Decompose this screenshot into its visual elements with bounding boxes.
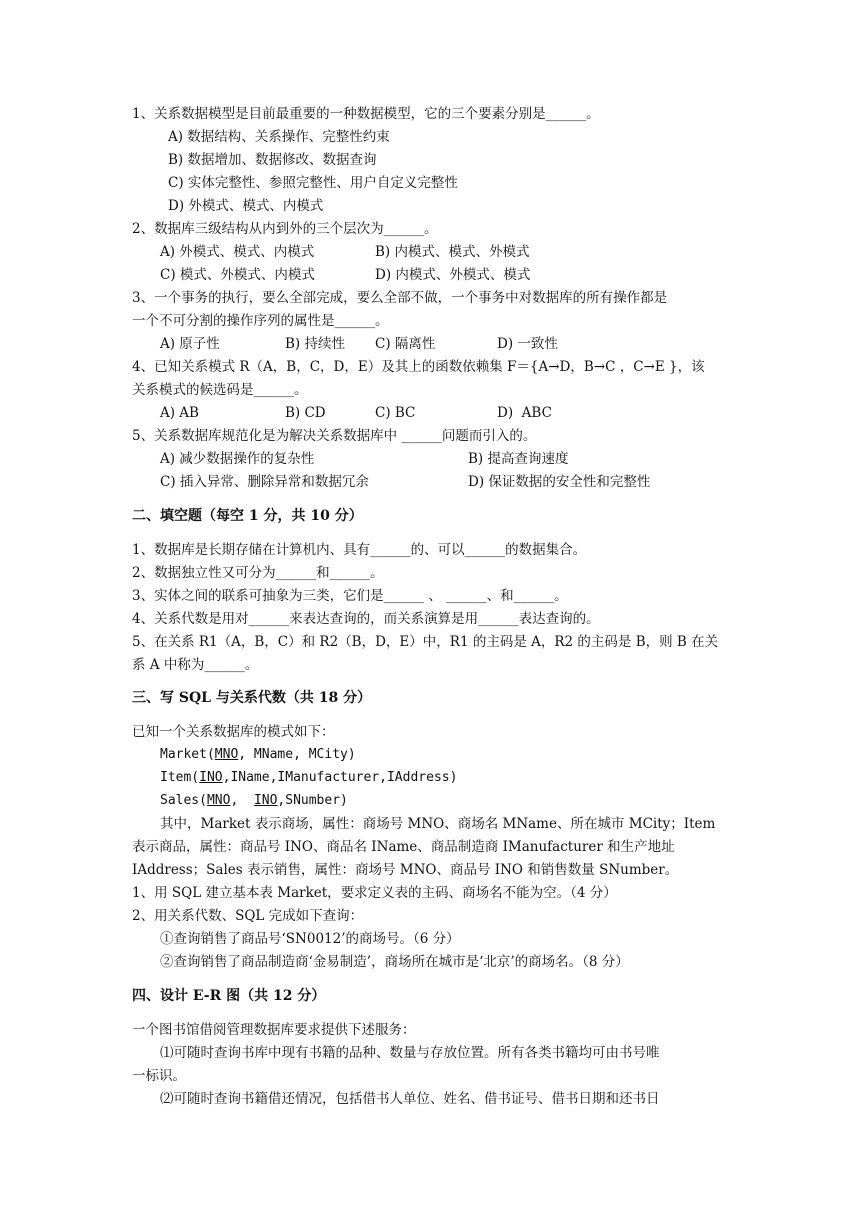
q5-option-a: A) 减少数据操作的复杂性: [160, 451, 315, 467]
q4-stem-line2: 关系模式的候选码是______。: [132, 382, 308, 398]
q3-stem-line2: 一个不可分割的操作序列的属性是______。: [132, 313, 389, 329]
sql-task-2: 2、用关系代数、SQL 完成如下查询：: [132, 908, 364, 924]
q1-option-c: C) 实体完整性、参照完整性、用户自定义完整性: [168, 175, 458, 191]
schema-desc-line2: 表示商品，属性：商品号 INO、商品名 IName、商品制造商 IManufacturer 和生产地址: [132, 839, 675, 855]
q1-stem: 1、关系数据模型是目前最重要的一种数据模型，它的三个要素分别是______。: [132, 106, 600, 122]
q2-option-a: A) 外模式、模式、内模式: [160, 244, 315, 260]
schema-market: Market(MNO, MName, MCity): [160, 747, 356, 762]
schema-desc-line3: IAddress；Sales 表示销售，属性：商场号 MNO、商品号 INO 和销售数量 SNumber。: [132, 862, 679, 878]
q3-option-b: B) 持续性: [285, 336, 345, 352]
q1-option-d: D) 外模式、模式、内模式: [168, 198, 324, 214]
q3-stem-line1: 3、一个事务的执行，要么全部完成，要么全部不做，一个事务中对数据库的所有操作都是: [132, 290, 668, 306]
q4-option-c: C) BC: [375, 405, 416, 421]
q5-option-c: C) 插入异常、删除异常和数据冗余: [160, 474, 369, 490]
q5-option-b: B) 提高查询速度: [468, 451, 569, 467]
sql-task-2a: ①查询销售了商品号‘SN0012’的商场号。（6 分）: [160, 931, 460, 947]
q2-option-b: B) 内模式、模式、外模式: [375, 244, 530, 260]
section4-title: 四、设计 E-R 图（共 12 分）: [132, 988, 326, 1004]
market-primary-key: MNO: [214, 747, 239, 762]
er-requirement-1-line2: 一标识。: [132, 1068, 186, 1084]
sales-key-ino: INO: [253, 793, 278, 808]
schema-sales: Sales(MNO, INO,SNumber): [160, 793, 348, 808]
fill-blank-5-line2: 系 A 中称为______。: [132, 657, 259, 673]
fill-blank-5-line1: 5、在关系 R1（A，B，C）和 R2（B，D，E）中，R1 的主码是 A，R2 的主码是 B，则 B 在关: [132, 634, 719, 650]
q1-option-a: A) 数据结构、关系操作、完整性约束: [168, 129, 390, 145]
sales-key-mno: MNO: [206, 793, 231, 808]
q4-option-a: A) AB: [160, 405, 199, 421]
q3-option-a: A) 原子性: [160, 336, 220, 352]
q2-stem: 2、数据库三级结构从内到外的三个层次为______。: [132, 221, 438, 237]
q3-option-d: D) 一致性: [497, 336, 558, 352]
fill-blank-3: 3、实体之间的联系可抽象为三类，它们是______ 、 ______、和______。: [132, 588, 568, 604]
schema-intro: 已知一个关系数据库的模式如下：: [132, 724, 335, 740]
er-intro: 一个图书馆借阅管理数据库要求提供下述服务：: [132, 1022, 416, 1038]
fill-blank-2: 2、数据独立性又可分为______和______。: [132, 565, 384, 581]
q4-stem-line1: 4、已知关系模式 R（A，B，C，D，E）及其上的函数依赖集 F＝{A→D，B→C ，C→E }，该: [132, 359, 705, 375]
item-primary-key: INO: [199, 770, 223, 785]
q4-option-b: B) CD: [285, 405, 326, 421]
q2-option-d: D) 内模式、外模式、模式: [375, 267, 531, 283]
er-requirement-1-line1: ⑴可随时查询书库中现有书籍的品种、数量与存放位置。所有各类书籍均可由书号唯: [160, 1045, 660, 1061]
q4-option-d: D) ABC: [497, 405, 552, 421]
section3-title: 三、写 SQL 与关系代数（共 18 分）: [132, 690, 372, 706]
sql-task-2b: ②查询销售了商品制造商‘金易制造’，商场所在城市是‘北京’的商场名。（8 分）: [160, 954, 629, 970]
q5-stem: 5、关系数据库规范化是为解决关系数据库中 ______问题而引入的。: [132, 428, 537, 444]
section2-title: 二、填空题（每空 1 分，共 10 分）: [132, 508, 363, 524]
q5-option-d: D) 保证数据的安全性和完整性: [468, 474, 651, 490]
q1-option-b: B) 数据增加、数据修改、数据查询: [168, 152, 377, 168]
fill-blank-4: 4、关系代数是用对______来表达查询的，而关系演算是用______表达查询的。: [132, 611, 600, 627]
er-requirement-2: ⑵可随时查询书籍借还情况，包括借书人单位、姓名、借书证号、借书日期和还书日: [160, 1091, 660, 1107]
q2-option-c: C) 模式、外模式、内模式: [160, 267, 315, 283]
schema-desc-line1: 其中，Market 表示商场，属性：商场号 MNO、商场名 MName、所在城市 MCity；Item: [160, 816, 716, 832]
q3-option-c: C) 隔离性: [375, 336, 436, 352]
sql-task-1: 1、用 SQL 建立基本表 Market，要求定义表的主码、商场名不能为空。（4 分）: [132, 885, 617, 901]
schema-item: Item(INO,IName,IManufacturer,IAddress): [160, 770, 458, 785]
fill-blank-1: 1、数据库是长期存储在计算机内、具有______的、可以______的数据集合。: [132, 542, 587, 558]
